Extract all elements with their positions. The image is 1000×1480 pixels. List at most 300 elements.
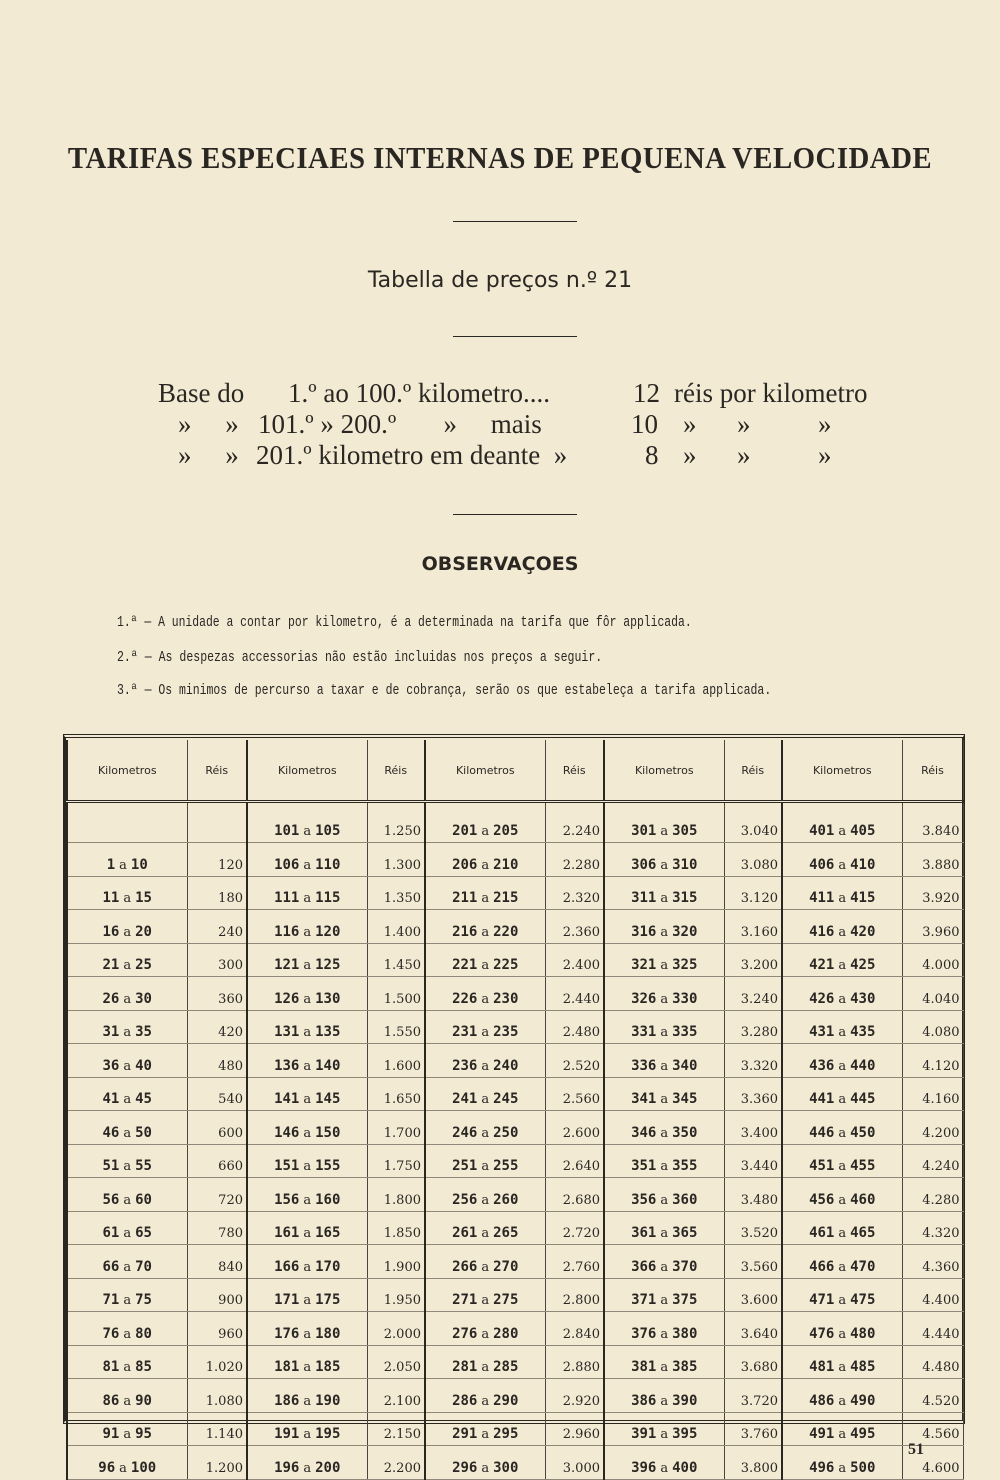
km-from: 491 xyxy=(809,1426,835,1442)
range-separator: a xyxy=(481,857,490,873)
range-separator: a xyxy=(838,1192,847,1208)
km-range-cell xyxy=(604,802,724,843)
km-to: 95 xyxy=(135,1426,152,1442)
km-range-cell xyxy=(425,843,545,877)
km-to: 205 xyxy=(493,823,519,839)
km-range-cell xyxy=(67,1010,187,1044)
reis-cell: 2.840 xyxy=(545,1312,604,1346)
range-separator: a xyxy=(303,924,312,940)
range-separator: a xyxy=(481,1159,490,1174)
km-to: 15 xyxy=(135,890,152,906)
km-to: 170 xyxy=(315,1258,341,1275)
km-from: 171 xyxy=(274,1292,300,1308)
km-to: 55 xyxy=(135,1158,152,1174)
km-range-cell xyxy=(247,843,367,877)
table-row xyxy=(67,977,963,1011)
km-from: 401 xyxy=(809,823,835,839)
km-from: 41 xyxy=(102,1091,120,1107)
km-to: 385 xyxy=(672,1359,698,1375)
range-separator: a xyxy=(119,1460,127,1476)
reis-cell: 900 xyxy=(187,1278,247,1312)
km-to: 320 xyxy=(672,923,698,940)
reis-cell: 1.800 xyxy=(367,1178,425,1212)
km-to: 455 xyxy=(850,1158,876,1174)
reis-cell: 2.520 xyxy=(545,1044,604,1078)
range-separator: a xyxy=(838,891,847,906)
km-range-cell xyxy=(425,1077,545,1111)
km-range-cell xyxy=(782,1446,902,1480)
km-from: 301 xyxy=(631,823,657,839)
observation-number: 3.ª xyxy=(117,682,138,699)
table-subtitle: Tabella de preços n.º 21 xyxy=(367,268,633,293)
km-from: 176 xyxy=(274,1325,300,1342)
km-to: 435 xyxy=(850,1024,876,1040)
reis-cell: 4.000 xyxy=(902,943,963,977)
km-to: 330 xyxy=(672,990,698,1007)
km-to: 70 xyxy=(135,1258,152,1275)
table-row xyxy=(67,1245,963,1279)
km-from: 286 xyxy=(452,1392,478,1409)
reis-cell: 3.760 xyxy=(724,1412,782,1446)
km-from: 11 xyxy=(102,890,120,906)
km-range-cell xyxy=(782,802,902,843)
range-separator: a xyxy=(481,1293,490,1308)
km-range-cell xyxy=(67,1412,187,1446)
reis-cell: 3.080 xyxy=(724,843,782,877)
range-separator: a xyxy=(481,1326,490,1342)
range-separator: a xyxy=(660,891,669,906)
km-to: 200 xyxy=(315,1459,341,1476)
table-row xyxy=(67,943,963,977)
reis-cell: 3.720 xyxy=(724,1379,782,1413)
reis-cell: 2.640 xyxy=(545,1144,604,1178)
range-separator: a xyxy=(838,1025,847,1040)
range-separator: a xyxy=(838,991,847,1007)
range-separator: a xyxy=(838,924,847,940)
km-from: 366 xyxy=(631,1258,657,1275)
table-row xyxy=(67,876,963,910)
km-from: 451 xyxy=(809,1158,835,1174)
range-separator: a xyxy=(481,1460,490,1476)
reis-cell: 2.280 xyxy=(545,843,604,877)
reis-cell: 1.550 xyxy=(367,1010,425,1044)
km-from: 441 xyxy=(809,1091,835,1107)
km-range-cell xyxy=(247,1144,367,1178)
km-to: 185 xyxy=(315,1359,341,1375)
km-from: 346 xyxy=(631,1124,657,1141)
range-separator: a xyxy=(481,1360,490,1375)
km-range-cell xyxy=(604,943,724,977)
km-from: 106 xyxy=(274,856,300,873)
km-range-cell xyxy=(67,1278,187,1312)
range-separator: a xyxy=(123,1159,132,1174)
km-range-cell xyxy=(782,1412,902,1446)
range-separator: a xyxy=(303,1393,312,1409)
reis-cell: 2.880 xyxy=(545,1345,604,1379)
observation-number: 2.ª xyxy=(117,649,138,666)
km-to: 240 xyxy=(493,1057,519,1074)
km-from: 266 xyxy=(452,1258,478,1275)
km-range-cell xyxy=(425,876,545,910)
range-separator: a xyxy=(838,1393,847,1409)
km-from: 151 xyxy=(274,1158,300,1174)
km-from: 131 xyxy=(274,1024,300,1040)
km-to: 480 xyxy=(850,1325,876,1342)
range-separator: a xyxy=(660,958,669,973)
reis-cell: 1.250 xyxy=(367,802,425,843)
range-separator: a xyxy=(481,1259,490,1275)
km-from: 71 xyxy=(102,1292,120,1308)
reis-cell: 3.560 xyxy=(724,1245,782,1279)
km-to: 60 xyxy=(135,1191,152,1208)
reis-cell: 2.800 xyxy=(545,1278,604,1312)
km-from: 306 xyxy=(631,856,657,873)
range-separator: a xyxy=(123,924,132,940)
reis-cell: 2.960 xyxy=(545,1412,604,1446)
range-separator: a xyxy=(660,1192,669,1208)
km-to: 120 xyxy=(315,923,341,940)
km-range-cell xyxy=(604,876,724,910)
km-from: 101 xyxy=(274,823,300,839)
km-from: 336 xyxy=(631,1057,657,1074)
km-from: 436 xyxy=(809,1057,835,1074)
km-from: 36 xyxy=(102,1057,120,1074)
km-range-cell xyxy=(425,977,545,1011)
reis-cell: 4.200 xyxy=(902,1111,963,1145)
range-separator: a xyxy=(660,1125,669,1141)
reis-cell: 3.600 xyxy=(724,1278,782,1312)
km-range-cell xyxy=(247,910,367,944)
header-kilometros: Kilometros xyxy=(67,740,187,802)
km-range-cell xyxy=(247,1379,367,1413)
base-unit: réis por kilometro xyxy=(674,378,868,408)
range-separator: a xyxy=(838,857,847,873)
km-from: 411 xyxy=(809,890,835,906)
km-range-cell xyxy=(782,943,902,977)
km-range-cell xyxy=(604,1446,724,1480)
reis-cell: 3.960 xyxy=(902,910,963,944)
range-separator: a xyxy=(660,1058,669,1074)
reis-cell: 4.080 xyxy=(902,1010,963,1044)
km-range-cell xyxy=(604,1345,724,1379)
km-to: 35 xyxy=(135,1024,152,1040)
km-from: 16 xyxy=(102,923,120,940)
km-to: 215 xyxy=(493,890,519,906)
range-separator: a xyxy=(660,1226,669,1241)
km-to: 430 xyxy=(850,990,876,1007)
km-range-cell xyxy=(782,910,902,944)
km-range-cell xyxy=(247,802,367,843)
reis-cell: 2.320 xyxy=(545,876,604,910)
km-from: 271 xyxy=(452,1292,478,1308)
km-from: 191 xyxy=(274,1426,300,1442)
km-from: 391 xyxy=(631,1426,657,1442)
km-to: 395 xyxy=(672,1426,698,1442)
km-range-cell xyxy=(425,943,545,977)
km-to: 230 xyxy=(493,990,519,1007)
range-separator: a xyxy=(660,1293,669,1308)
reis-cell: 2.440 xyxy=(545,977,604,1011)
km-to: 90 xyxy=(135,1392,152,1409)
km-from: 421 xyxy=(809,957,835,973)
km-range-cell xyxy=(604,1211,724,1245)
km-range-cell xyxy=(67,1077,187,1111)
km-to: 125 xyxy=(315,957,341,973)
range-separator: a xyxy=(838,1293,847,1308)
range-separator: a xyxy=(481,1092,490,1107)
km-from: 111 xyxy=(274,890,300,906)
range-separator: a xyxy=(660,1092,669,1107)
km-from: 241 xyxy=(452,1091,478,1107)
km-range-cell xyxy=(247,876,367,910)
km-range-cell xyxy=(782,1278,902,1312)
range-separator: a xyxy=(303,1058,312,1074)
reis-cell: 4.360 xyxy=(902,1245,963,1279)
km-to: 300 xyxy=(493,1459,519,1476)
km-from: 156 xyxy=(274,1191,300,1208)
km-to: 275 xyxy=(493,1292,519,1308)
reis-cell: 4.280 xyxy=(902,1178,963,1212)
km-from: 426 xyxy=(809,990,835,1007)
reis-cell: 2.920 xyxy=(545,1379,604,1413)
km-from: 116 xyxy=(274,923,300,940)
km-range-cell xyxy=(425,1111,545,1145)
km-from: 376 xyxy=(631,1325,657,1342)
km-to: 295 xyxy=(493,1426,519,1442)
reis-cell: 2.720 xyxy=(545,1211,604,1245)
reis-cell: 3.360 xyxy=(724,1077,782,1111)
km-from: 216 xyxy=(452,923,478,940)
km-to: 10 xyxy=(130,856,148,873)
km-from: 481 xyxy=(809,1359,835,1375)
km-to: 160 xyxy=(315,1191,341,1208)
reis-cell: 4.040 xyxy=(902,977,963,1011)
km-range-cell xyxy=(425,1446,545,1480)
reis-cell: 1.400 xyxy=(367,910,425,944)
range-separator: a xyxy=(660,1460,669,1476)
page-title: TARIFAS ESPECIAES INTERNAS DE PEQUENA VELOCIDADE xyxy=(67,140,933,175)
reis-cell: 540 xyxy=(187,1077,247,1111)
km-to: 490 xyxy=(850,1392,876,1409)
km-to: 225 xyxy=(493,957,519,973)
km-to: 140 xyxy=(315,1057,341,1074)
reis-cell: 4.480 xyxy=(902,1345,963,1379)
reis-cell: 4.400 xyxy=(902,1278,963,1312)
km-range-cell xyxy=(67,910,187,944)
range-separator: a xyxy=(123,1360,132,1375)
range-separator: a xyxy=(303,1259,312,1275)
range-separator: a xyxy=(119,857,127,873)
km-from: 281 xyxy=(452,1359,478,1375)
km-to: 135 xyxy=(315,1024,341,1040)
km-to: 365 xyxy=(672,1225,698,1241)
km-from: 211 xyxy=(452,890,478,906)
range-separator: a xyxy=(838,1360,847,1375)
km-from: 466 xyxy=(809,1258,835,1275)
reis-cell: 3.680 xyxy=(724,1345,782,1379)
km-range-cell xyxy=(425,1278,545,1312)
reis-cell: 2.600 xyxy=(545,1111,604,1145)
km-from: 256 xyxy=(452,1191,478,1208)
range-separator: a xyxy=(481,924,490,940)
base-rate: 12 xyxy=(633,378,660,408)
km-to: 260 xyxy=(493,1191,519,1208)
reis-cell: 1.080 xyxy=(187,1379,247,1413)
km-range-cell xyxy=(782,843,902,877)
reis-cell: 4.120 xyxy=(902,1044,963,1078)
km-from: 46 xyxy=(102,1124,120,1141)
km-from: 356 xyxy=(631,1191,657,1208)
km-from: 396 xyxy=(631,1459,657,1476)
km-from: 461 xyxy=(809,1225,835,1241)
base-label: Base do xyxy=(158,378,245,408)
km-to: 355 xyxy=(672,1158,698,1174)
reis-cell: 4.520 xyxy=(902,1379,963,1413)
range-separator: a xyxy=(481,1058,490,1074)
page-number: 51 xyxy=(908,1441,924,1458)
reis-cell: 420 xyxy=(187,1010,247,1044)
reis-cell: 3.320 xyxy=(724,1044,782,1078)
km-range-cell xyxy=(67,1144,187,1178)
reis-cell: 960 xyxy=(187,1312,247,1346)
table-row xyxy=(67,802,963,843)
km-from: 361 xyxy=(631,1225,657,1241)
table-row xyxy=(67,1345,963,1379)
km-range-cell xyxy=(247,1211,367,1245)
km-to: 220 xyxy=(493,923,519,940)
km-to: 50 xyxy=(135,1124,152,1141)
range-separator: a xyxy=(123,1226,132,1241)
range-separator: a xyxy=(303,824,312,839)
km-to: 340 xyxy=(672,1057,698,1074)
km-from: 381 xyxy=(631,1359,657,1375)
range-separator: a xyxy=(303,1360,312,1375)
km-to: 445 xyxy=(850,1091,876,1107)
reis-cell: 180 xyxy=(187,876,247,910)
reis-cell: 480 xyxy=(187,1044,247,1078)
km-to: 20 xyxy=(135,923,152,940)
reis-cell: 2.760 xyxy=(545,1245,604,1279)
km-range-cell xyxy=(247,1412,367,1446)
km-range-cell xyxy=(67,1245,187,1279)
reis-cell: 1.140 xyxy=(187,1412,247,1446)
km-from: 236 xyxy=(452,1057,478,1074)
km-from: 81 xyxy=(102,1359,120,1375)
km-from: 196 xyxy=(274,1459,300,1476)
km-from: 56 xyxy=(102,1191,120,1208)
km-to: 495 xyxy=(850,1426,876,1442)
km-range-cell xyxy=(604,1077,724,1111)
reis-cell: 2.050 xyxy=(367,1345,425,1379)
reis-cell: 3.920 xyxy=(902,876,963,910)
reis-cell: 1.500 xyxy=(367,977,425,1011)
km-to: 110 xyxy=(315,856,341,873)
range-separator: a xyxy=(123,1259,132,1275)
km-range-cell xyxy=(782,977,902,1011)
observation-text: — Os minimos de percurso a taxar e de cobrança, serão os que estabeleça a tarifa applicada. xyxy=(144,682,772,699)
km-to: 415 xyxy=(850,890,876,906)
reis-cell: 4.240 xyxy=(902,1144,963,1178)
km-range-cell xyxy=(67,802,187,843)
km-to: 400 xyxy=(672,1459,698,1476)
km-range-cell xyxy=(604,977,724,1011)
km-from: 406 xyxy=(809,856,835,873)
range-separator: a xyxy=(481,1427,490,1442)
table-row xyxy=(67,1044,963,1078)
reis-cell: 2.480 xyxy=(545,1010,604,1044)
range-separator: a xyxy=(660,991,669,1007)
range-separator: a xyxy=(660,1393,669,1409)
km-range-cell xyxy=(67,1044,187,1078)
km-to: 180 xyxy=(315,1325,341,1342)
km-to: 150 xyxy=(315,1124,341,1141)
km-from: 291 xyxy=(452,1426,478,1442)
km-range-cell xyxy=(247,1077,367,1111)
range-separator: a xyxy=(481,991,490,1007)
table-row xyxy=(67,843,963,877)
reis-cell: 4.320 xyxy=(902,1211,963,1245)
range-separator: a xyxy=(303,1326,312,1342)
km-range-cell xyxy=(247,1312,367,1346)
range-separator: a xyxy=(481,958,490,973)
range-separator: a xyxy=(660,824,669,839)
km-from: 21 xyxy=(102,957,120,973)
table-row xyxy=(67,1010,963,1044)
range-separator: a xyxy=(123,1192,132,1208)
range-separator: a xyxy=(303,1293,312,1308)
km-range-cell xyxy=(425,1412,545,1446)
km-from: 121 xyxy=(274,957,300,973)
km-range-cell xyxy=(604,1044,724,1078)
km-range-cell xyxy=(782,1178,902,1212)
km-to: 25 xyxy=(135,957,152,973)
reis-cell: 1.650 xyxy=(367,1077,425,1111)
km-to: 310 xyxy=(672,856,698,873)
reis-cell: 2.560 xyxy=(545,1077,604,1111)
km-from: 321 xyxy=(631,957,657,973)
observation-item xyxy=(117,614,692,631)
reis-cell: 4.160 xyxy=(902,1077,963,1111)
base-unit: » » » xyxy=(683,409,832,439)
km-to: 40 xyxy=(135,1057,152,1074)
km-range-cell xyxy=(604,1245,724,1279)
range-separator: a xyxy=(303,958,312,973)
km-from: 416 xyxy=(809,923,835,940)
divider xyxy=(453,221,577,222)
km-range-cell xyxy=(67,843,187,877)
reis-cell: 3.440 xyxy=(724,1144,782,1178)
km-range-cell xyxy=(425,910,545,944)
reis-cell: 120 xyxy=(187,843,247,877)
reis-cell: 3.520 xyxy=(724,1211,782,1245)
km-range-cell xyxy=(425,802,545,843)
reis-cell: 1.350 xyxy=(367,876,425,910)
km-to: 345 xyxy=(672,1091,698,1107)
reis-cell: 2.000 xyxy=(367,1312,425,1346)
reis-cell: 1.200 xyxy=(187,1446,247,1480)
range-separator: a xyxy=(123,1058,132,1074)
km-to: 280 xyxy=(493,1325,519,1342)
km-range-cell xyxy=(782,1345,902,1379)
reis-cell: 1.700 xyxy=(367,1111,425,1145)
km-to: 460 xyxy=(850,1191,876,1208)
km-to: 45 xyxy=(135,1091,152,1107)
km-from: 76 xyxy=(102,1325,120,1342)
range-separator: a xyxy=(838,1460,847,1476)
range-separator: a xyxy=(481,1226,490,1241)
observation-text: — A unidade a contar por kilometro, é a determinada na tarifa que fôr applicada. xyxy=(144,614,692,631)
header-kilometros: Kilometros xyxy=(425,740,545,802)
